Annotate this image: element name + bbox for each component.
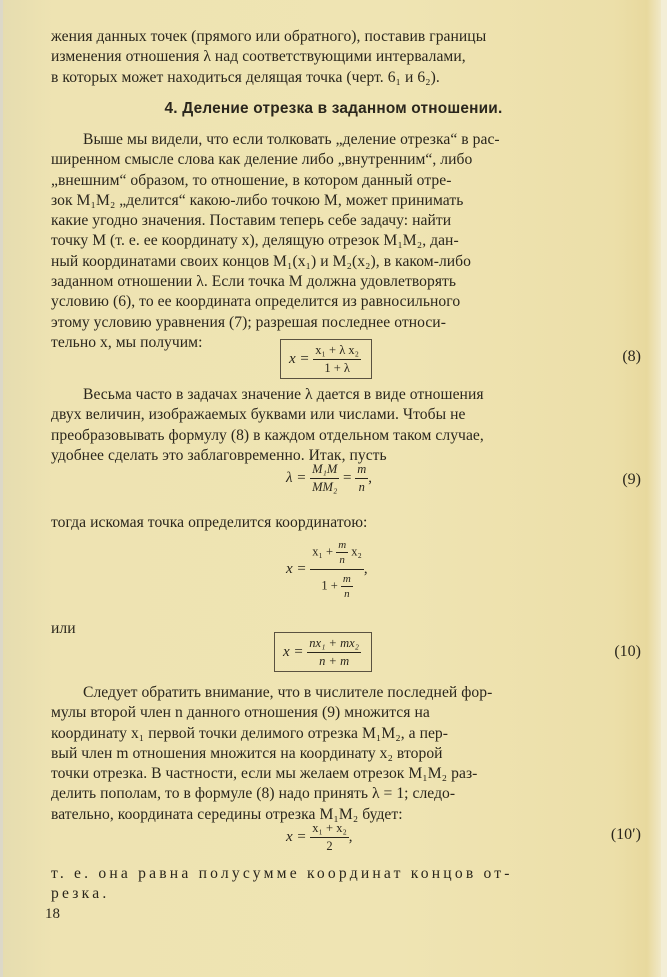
- text-line: ный координатами своих концов M₁(x₁) и M₂(x₂), в каком-либо: [51, 252, 472, 270]
- term: x₂: [351, 544, 362, 559]
- text-line: координату x₁ первой точки делимого отрезка M₁M₂, а пер-: [51, 724, 449, 742]
- denominator: n: [339, 554, 345, 566]
- text-line: делить пополам, то в формуле (8) надо принять λ = 1; следо-: [51, 785, 456, 803]
- text-line: заданном отношении λ. Если точка M должна удовлетворять: [51, 273, 457, 291]
- text-line: зок M₁M₂ „делится“ какою-либо точкою M, может принимать: [51, 191, 464, 209]
- text-line: условию (6), то ее координата определится из равносильного: [51, 293, 461, 311]
- paragraph-2: [51, 385, 642, 466]
- formula-nested: [286, 539, 368, 600]
- numerator: x₁ + λ x₂: [313, 343, 361, 360]
- term: 1 +: [321, 578, 338, 593]
- formula-lhs: x =: [283, 643, 304, 660]
- equals-sign: =: [343, 469, 352, 486]
- text-line: или: [51, 620, 76, 637]
- text-line: ширенном смысле слова как деление либо „внутренним“, либо: [51, 151, 473, 169]
- fraction: [310, 539, 364, 600]
- equation-number: (9): [622, 471, 641, 488]
- numerator: m: [338, 539, 347, 551]
- numerator: m: [342, 573, 351, 585]
- page-left-edge: [0, 0, 3, 977]
- page-right-edge: [661, 0, 667, 977]
- text-line: этому условию уравнения (7); разрешая последнее относи-: [51, 313, 446, 331]
- numerator: m: [355, 462, 368, 479]
- text-line: вый член m отношения множится на координату x₂ второй: [51, 744, 443, 762]
- numerator: nx₁ + mx₂: [307, 636, 361, 653]
- fraction: [355, 462, 368, 495]
- fraction: [313, 343, 361, 376]
- text-line: какие угодно значения. Поставим теперь себе задачу: найти: [51, 212, 452, 230]
- text-line: вательно, координата середины отрезка M₁M₂ будет:: [51, 805, 403, 823]
- term: x₁ +: [312, 544, 334, 559]
- formula-9: [286, 462, 372, 495]
- page-number: 18: [45, 906, 60, 922]
- text-line: изменения отношения λ над соответствующими интервалами,: [51, 48, 466, 66]
- denominator: MM₂: [312, 480, 338, 494]
- paragraph-3: [51, 513, 642, 533]
- inner-fraction: [336, 539, 348, 566]
- text-line: двух величин, изображаемых буквами или числами. Чтобы не: [51, 406, 466, 424]
- formula-lhs: x =: [286, 828, 307, 845]
- numerator: x₁ + x₂: [310, 821, 349, 838]
- denominator: [310, 570, 364, 600]
- formula-10-prime: [286, 821, 353, 854]
- text-line: Выше мы видели, что если толковать „деление отрезка“ в рас-: [83, 131, 500, 148]
- text-line: точки отрезка. В частности, если мы желаем отрезок M₁M₂ раз-: [51, 765, 478, 783]
- comma: ,: [368, 469, 373, 486]
- comma: ,: [363, 560, 368, 577]
- numerator: [310, 539, 364, 570]
- denominator: 2: [326, 839, 333, 853]
- equation-number: (8): [622, 348, 641, 365]
- numerator: M₁M: [310, 462, 339, 479]
- text-line: удобнее сделать это заблаговременно. Итак, пусть: [51, 446, 387, 464]
- fraction: [310, 821, 349, 854]
- formula-box: [274, 632, 372, 672]
- text-line: Следует обратить внимание, что в числителе последней фор-: [83, 684, 493, 701]
- text-line: преобразовывать формулу (8) в каждом отдельном таком случае,: [51, 426, 484, 444]
- text-line: Весьма часто в задачах значение λ дается в виде отношения: [83, 386, 484, 403]
- text-line: т. е. она равна полусумме координат концов от-: [51, 865, 513, 882]
- denominator: n: [358, 480, 365, 494]
- denominator: n + m: [319, 654, 350, 668]
- paragraph-5: [51, 864, 642, 905]
- paragraph-1: [51, 130, 642, 353]
- text-line: резка.: [51, 885, 110, 903]
- formula-10: [274, 632, 372, 672]
- formula-lhs: x =: [286, 560, 307, 577]
- fraction: [310, 462, 339, 495]
- formula-box: [280, 339, 372, 379]
- equation-number: (10): [614, 643, 641, 660]
- section-heading: 4. Деление отрезка в заданном отношении.: [164, 100, 503, 117]
- text-line: в которых может находиться делящая точка (черт. 6₁ и 6₂).: [51, 68, 440, 86]
- equation-number: (10′): [610, 826, 641, 843]
- text-line: тельно x, мы получим:: [51, 333, 203, 351]
- text-line: мулы второй член n данного отношения (9) множится на: [51, 704, 430, 722]
- fraction: [307, 636, 361, 669]
- text-line: „внешним“ образом, то отношение, в котором данный отре-: [51, 171, 452, 189]
- formula-lhs: λ =: [286, 469, 307, 486]
- text-line: тогда искомая точка определится координатою:: [51, 514, 368, 531]
- intro-paragraph: [51, 27, 642, 88]
- inner-fraction: [341, 573, 353, 600]
- text-line: жения данных точек (прямого или обратного), поставив границы: [51, 28, 487, 45]
- denominator: 1 + λ: [324, 361, 350, 375]
- paragraph-4: [51, 683, 642, 825]
- formula-lhs: x =: [289, 350, 310, 367]
- comma: ,: [348, 828, 353, 845]
- formula-8: [280, 339, 372, 379]
- denominator: n: [344, 588, 350, 600]
- text-line: точку M (т. е. ее координату x), делящую отрезок M₁M₂, дан-: [51, 232, 459, 250]
